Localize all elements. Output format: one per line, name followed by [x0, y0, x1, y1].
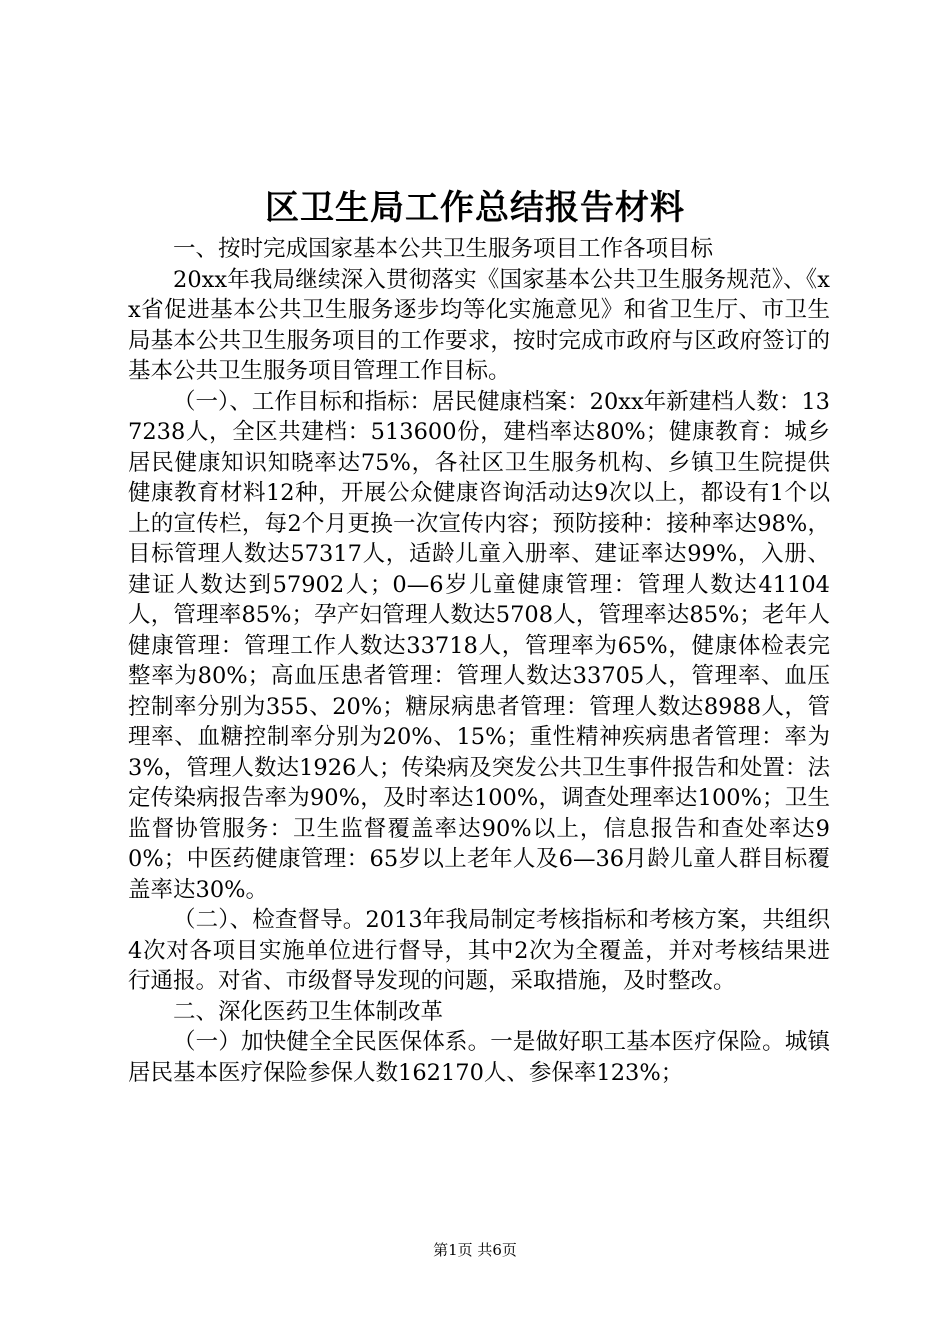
section-heading-1: 一、按时完成国家基本公共卫生服务项目工作各项目标 — [173, 236, 714, 262]
section-heading-2: 二、深化医药卫生体制改革 — [173, 998, 444, 1025]
paragraph-targets: （一）、工作目标和指标：居民健康档案：20xx年新建档人数：137238人，全区共建档：513600份，建档率达80%；健康教育：城乡居民健康知识知晓率达75%，各社区卫生服务机构、乡镇卫生院提供健康教育材料12种，开展公众健康咨询活动达9次以上，都设有1个以上的宣传栏，每2个月更换一次宣传内容；预防接种：接种率达98%，目标管理人数达57317人，适龄儿童入册率、建证率达99%，入册、建证人数达到57902人；0—6岁儿童健康管理：管理人数达41104人，管理率85%；孕产妇管理人数达5708人，管理率达85%；老年人健康管理：管理工作人数达33718人，管理率为65%，健康体检表完整率为80%；高血压患者管理：管理人数达33705人，管理率、血压控制率分别为355、20%；糖尿病患者管理：管理人数达8988人，管理率、血糖控制率分别为20%、15%；重性精神疾病患者管理：率为3%，管理人数达1926人；传染病及突发公共卫生事件报告和处置：法定传染病报告率为90%，及时率达100%，调查处理率达100%；卫生监督协管服务：卫生监督覆盖率达90%以上，信息报告和查处率达90%；中医药健康管理：65岁以上老年人及6—36月龄儿童人群目标覆盖率达30%。 — [128, 388, 830, 903]
page-footer: 第1页 共6页 — [433, 1241, 517, 1259]
paragraph-insurance: （一）加快健全全民医保体系。一是做好职工基本医疗保险。城镇居民基本医疗保险参保人数162170人、参保率123%； — [128, 1029, 830, 1086]
document-title: 区卫生局工作总结报告材料 — [265, 188, 685, 228]
paragraph-intro: 20xx年我局继续深入贯彻落实《国家基本公共卫生服务规范》、《xx省促进基本公共卫生服务逐步均等化实施意见》和省卫生厅、市卫生局基本公共卫生服务项目的工作要求，按时完成市政府与区政府签订的基本公共卫生服务项目管理工作目标。 — [128, 266, 830, 384]
paragraph-inspection: （二）、检查督导。2013年我局制定考核指标和考核方案，共组织4次对各项目实施单位进行督导，其中2次为全覆盖，并对考核结果进行通报。对省、市级督导发现的问题，采取措施，及时整改。 — [128, 907, 830, 994]
document-body — [128, 234, 830, 1088]
